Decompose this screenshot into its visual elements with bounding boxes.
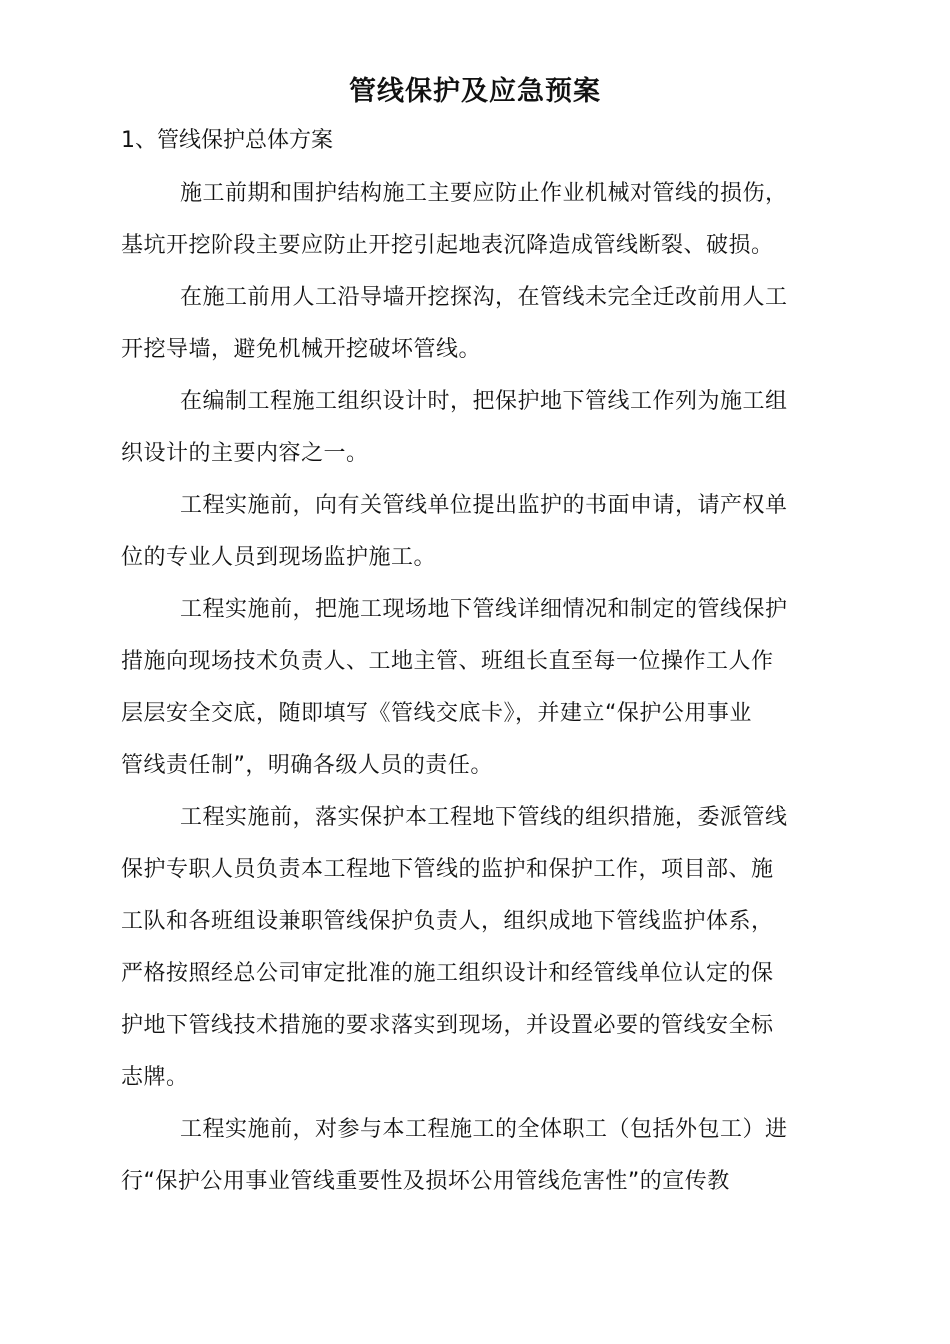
section-heading: 1、管线保护总体方案 — [121, 128, 333, 153]
text-line: 措施向现场技术负责人、工地主管、班组长直至每一位操作工人作 — [121, 649, 774, 674]
text-line: 志牌。 — [121, 1065, 189, 1090]
text-line: 工程实施前，向有关管线单位提出监护的书面申请，请产权单 — [180, 493, 788, 518]
text-line: 严格按照经总公司审定批准的施工组织设计和经管线单位认定的保 — [121, 961, 774, 986]
paragraph — [121, 1104, 833, 1208]
text-line: 行“保护公用事业管线重要性及损坏公用管线危害性”的宣传教 — [121, 1169, 730, 1194]
text-line: 工程实施前，把施工现场地下管线详细情况和制定的管线保护 — [180, 597, 788, 622]
paragraph — [121, 168, 833, 272]
document-body — [121, 168, 833, 1208]
paragraph — [121, 584, 833, 792]
text-line: 织设计的主要内容之一。 — [121, 441, 369, 466]
text-line: 在施工前用人工沿导墙开挖探沟，在管线未完全迁改前用人工 — [180, 285, 788, 310]
text-line: 基坑开挖阶段主要应防止开挖引起地表沉降造成管线断裂、破损。 — [121, 233, 774, 258]
paragraph — [121, 480, 833, 584]
text-line: 工队和各班组设兼职管线保护负责人，组织成地下管线监护体系， — [121, 909, 774, 934]
paragraph — [121, 272, 833, 376]
text-line: 位的专业人员到现场监护施工。 — [121, 545, 437, 570]
text-line: 开挖导墙，避免机械开挖破坏管线。 — [121, 337, 482, 362]
text-line: 保护专职人员负责本工程地下管线的监护和保护工作，项目部、施 — [121, 857, 774, 882]
text-line: 工程实施前，落实保护本工程地下管线的组织措施，委派管线 — [180, 805, 788, 830]
paragraph — [121, 792, 833, 1104]
paragraph — [121, 376, 833, 480]
text-line: 施工前期和围护结构施工主要应防止作业机械对管线的损伤， — [180, 181, 788, 206]
text-line: 在编制工程施工组织设计时，把保护地下管线工作列为施工组 — [180, 389, 788, 414]
text-line: 护地下管线技术措施的要求落实到现场，并设置必要的管线安全标 — [121, 1013, 774, 1038]
text-line: 层层安全交底，随即填写《管线交底卡》，并建立“保护公用事业 — [121, 701, 752, 726]
text-line: 工程实施前，对参与本工程施工的全体职工（包括外包工）进 — [180, 1117, 788, 1142]
text-line: 管线责任制”，明确各级人员的责任。 — [121, 753, 493, 778]
document-title: 管线保护及应急预案 — [349, 76, 601, 107]
